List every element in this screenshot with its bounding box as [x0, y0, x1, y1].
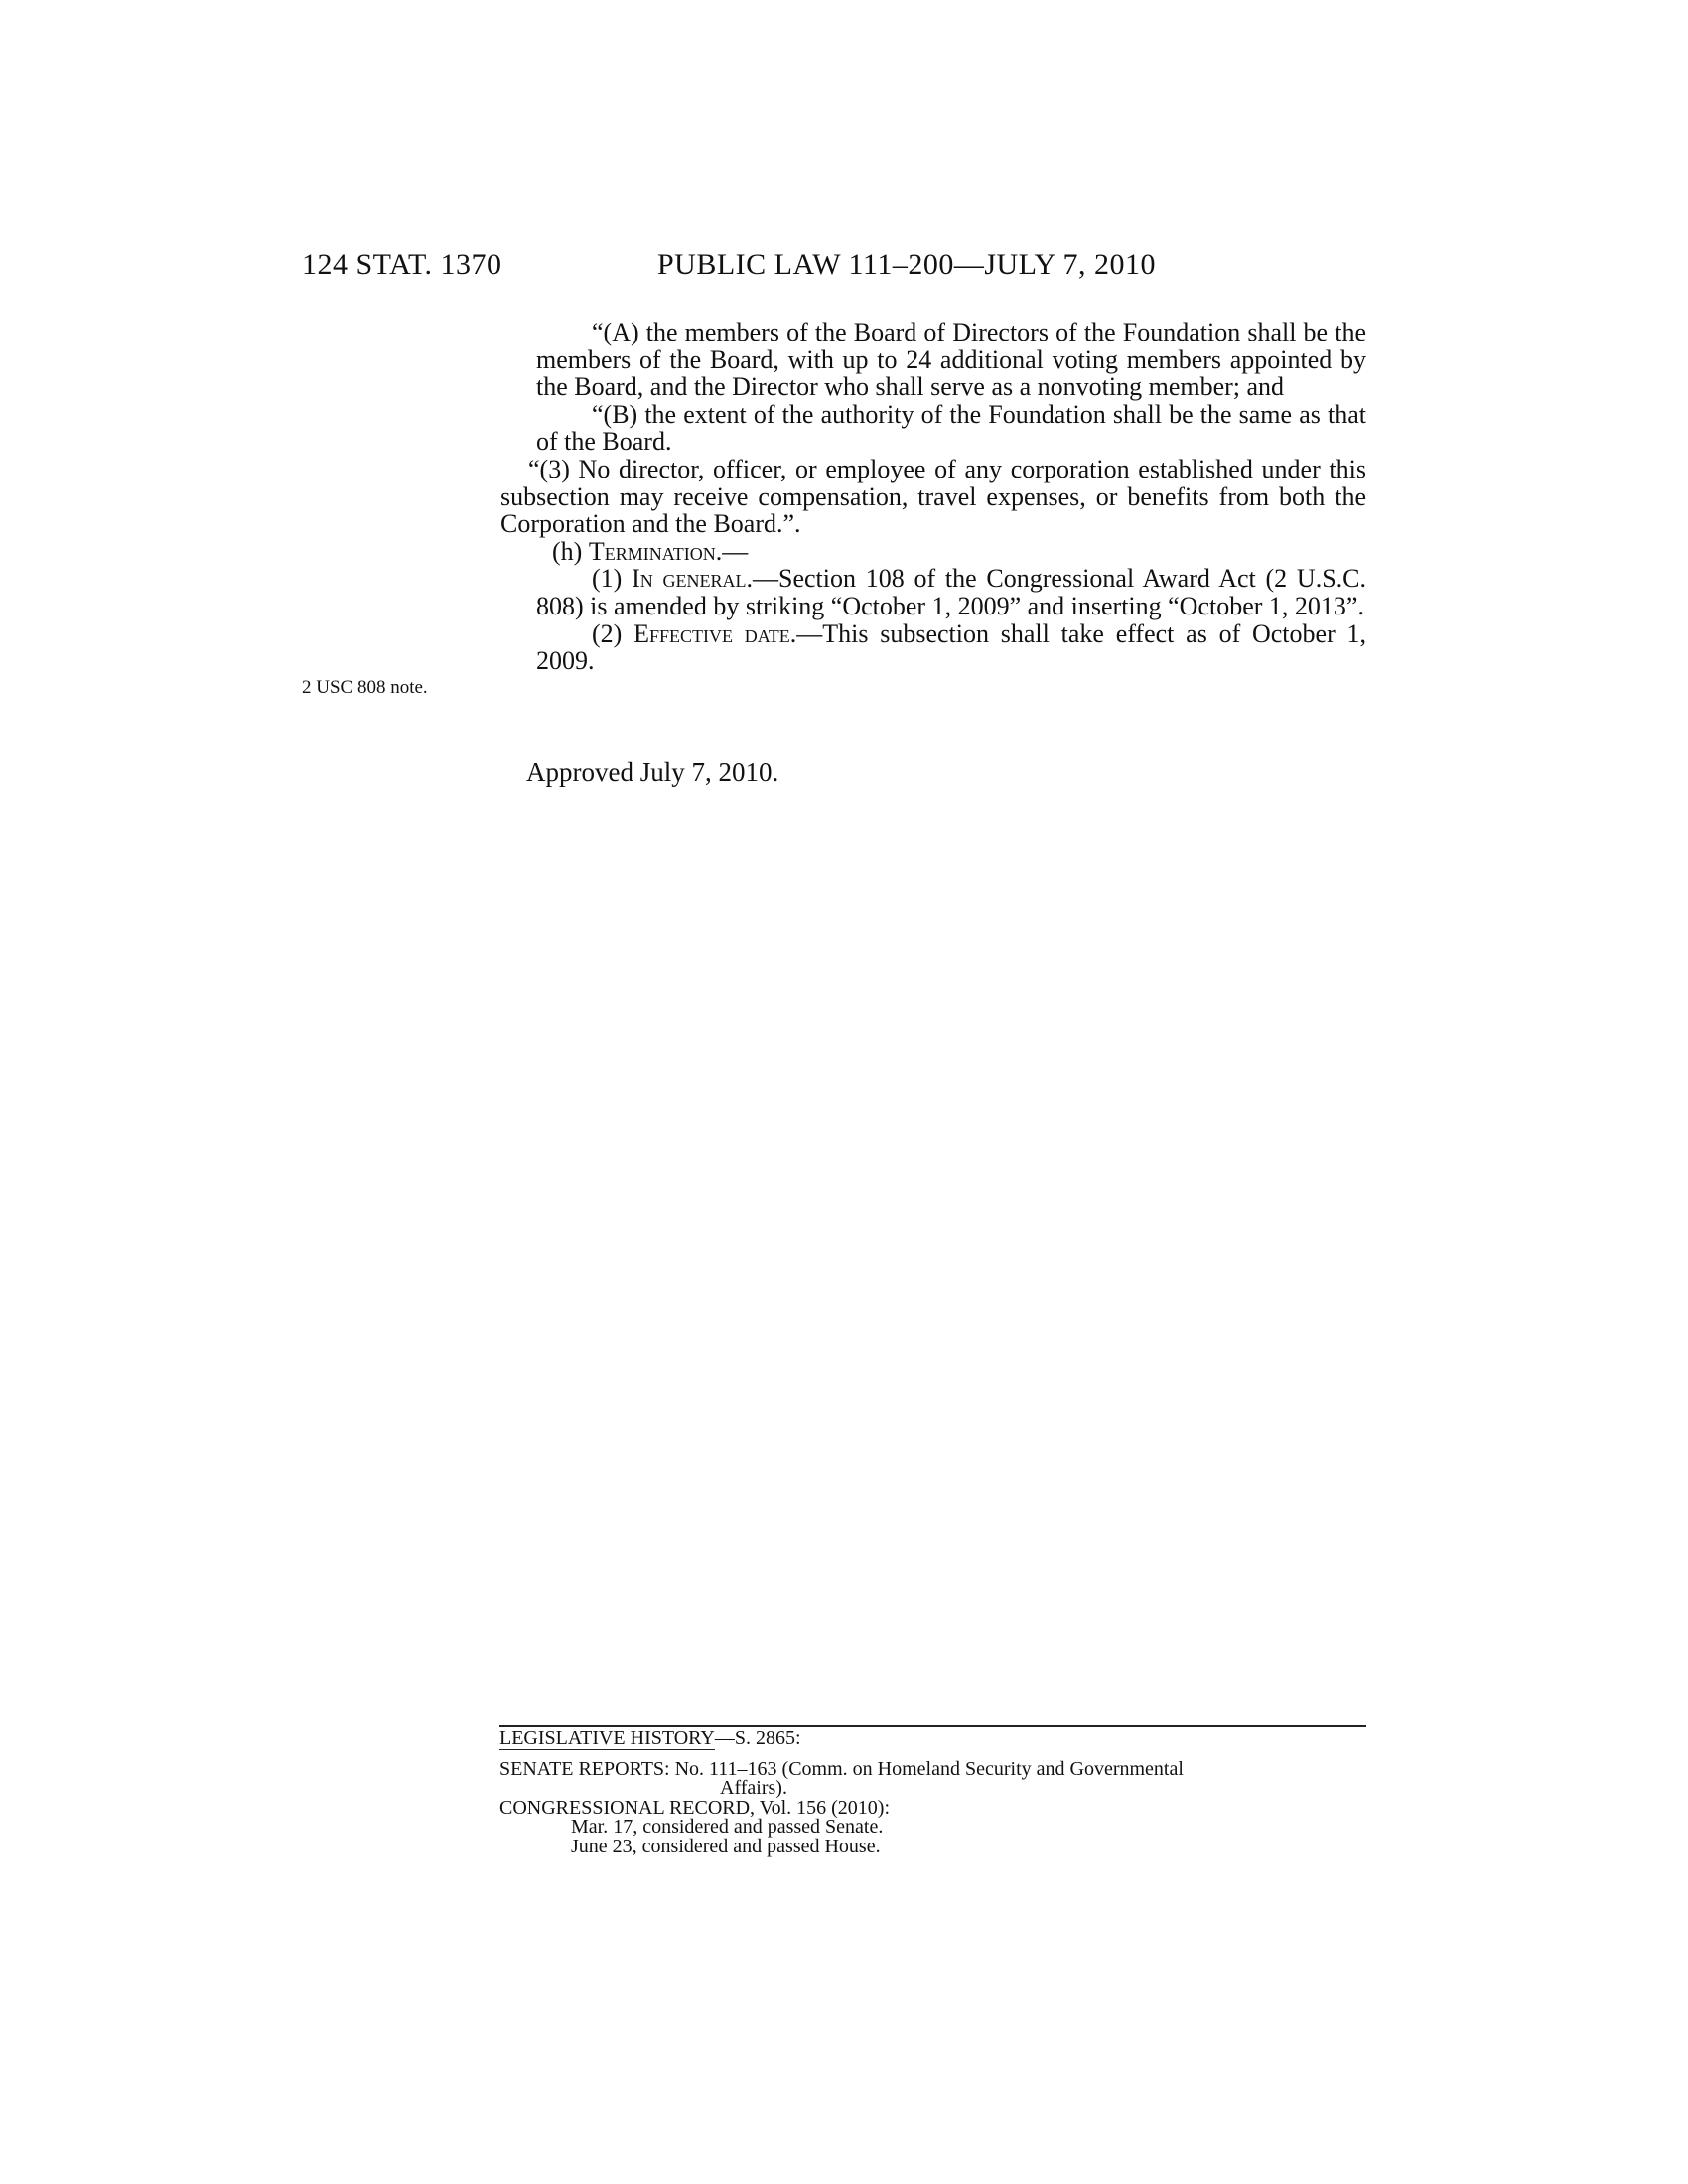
history-bill: —S. 2865: — [714, 1727, 801, 1749]
congressional-record: CONGRESSIONAL RECORD, Vol. 156 (2010): — [499, 1796, 890, 1819]
paragraph-2 — [500, 620, 1366, 675]
approval-date: Approved July 7, 2010. — [526, 757, 779, 787]
senate-reports-line-1: SENATE REPORTS: No. 111–163 (Comm. on Homeland Security and Governmental — [499, 1757, 1184, 1780]
subsection-h-title: Termination.— — [588, 536, 749, 566]
history-action-1: Mar. 17, considered and passed Senate. — [571, 1816, 884, 1838]
history-action-2: June 23, considered and passed House. — [571, 1835, 881, 1857]
paragraph-A: “(A) the members of the Board of Directors of the Foundation shall be the members of the Board, with up to 24 additional voting members appointed by the Board, and the Director who shall serve as a nonvoting member; and — [536, 318, 1366, 402]
paragraph-2-text: This subsection shall take effect as of October 1, 2009. — [536, 618, 1366, 676]
statute-text — [500, 319, 1366, 675]
paragraph-1-heading: In general.— — [632, 564, 778, 594]
paragraph-2-heading: Effective date.— — [633, 618, 823, 648]
paragraph-2-label: (2) — [592, 618, 623, 648]
paragraph-B: “(B) the extent of the authority of the Foundation shall be the same as that of the Board. — [536, 399, 1366, 457]
senate-reports-line-2: Affairs). — [720, 1777, 787, 1799]
paragraph-1 — [500, 565, 1366, 619]
history-heading — [499, 1729, 1366, 1750]
legislative-history — [499, 1729, 1366, 1856]
paragraph-1-label: (1) — [592, 564, 623, 594]
subsection-h-heading — [500, 538, 1366, 566]
paragraph-1-text: Section 108 of the Congressional Award Act (2 U.S.C. 808) is amended by striking “October 1, 2009” and inserting “October 1, 2013”. — [536, 564, 1366, 620]
margin-citation-note: 2 USC 808 note. — [302, 677, 428, 698]
running-head-title: PUBLIC LAW 111–200—JULY 7, 2010 — [657, 248, 1157, 281]
history-title: LEGISLATIVE HISTORY — [499, 1727, 715, 1749]
subsection-h-label: (h) — [552, 536, 583, 566]
page-reference: 124 STAT. 1370 — [302, 248, 502, 281]
paragraph-3: “(3) No director, officer, or employee of any corporation established under this subsection may receive compensation, travel expenses, or benefits from both the Corporation and the Board.”. — [500, 454, 1366, 539]
